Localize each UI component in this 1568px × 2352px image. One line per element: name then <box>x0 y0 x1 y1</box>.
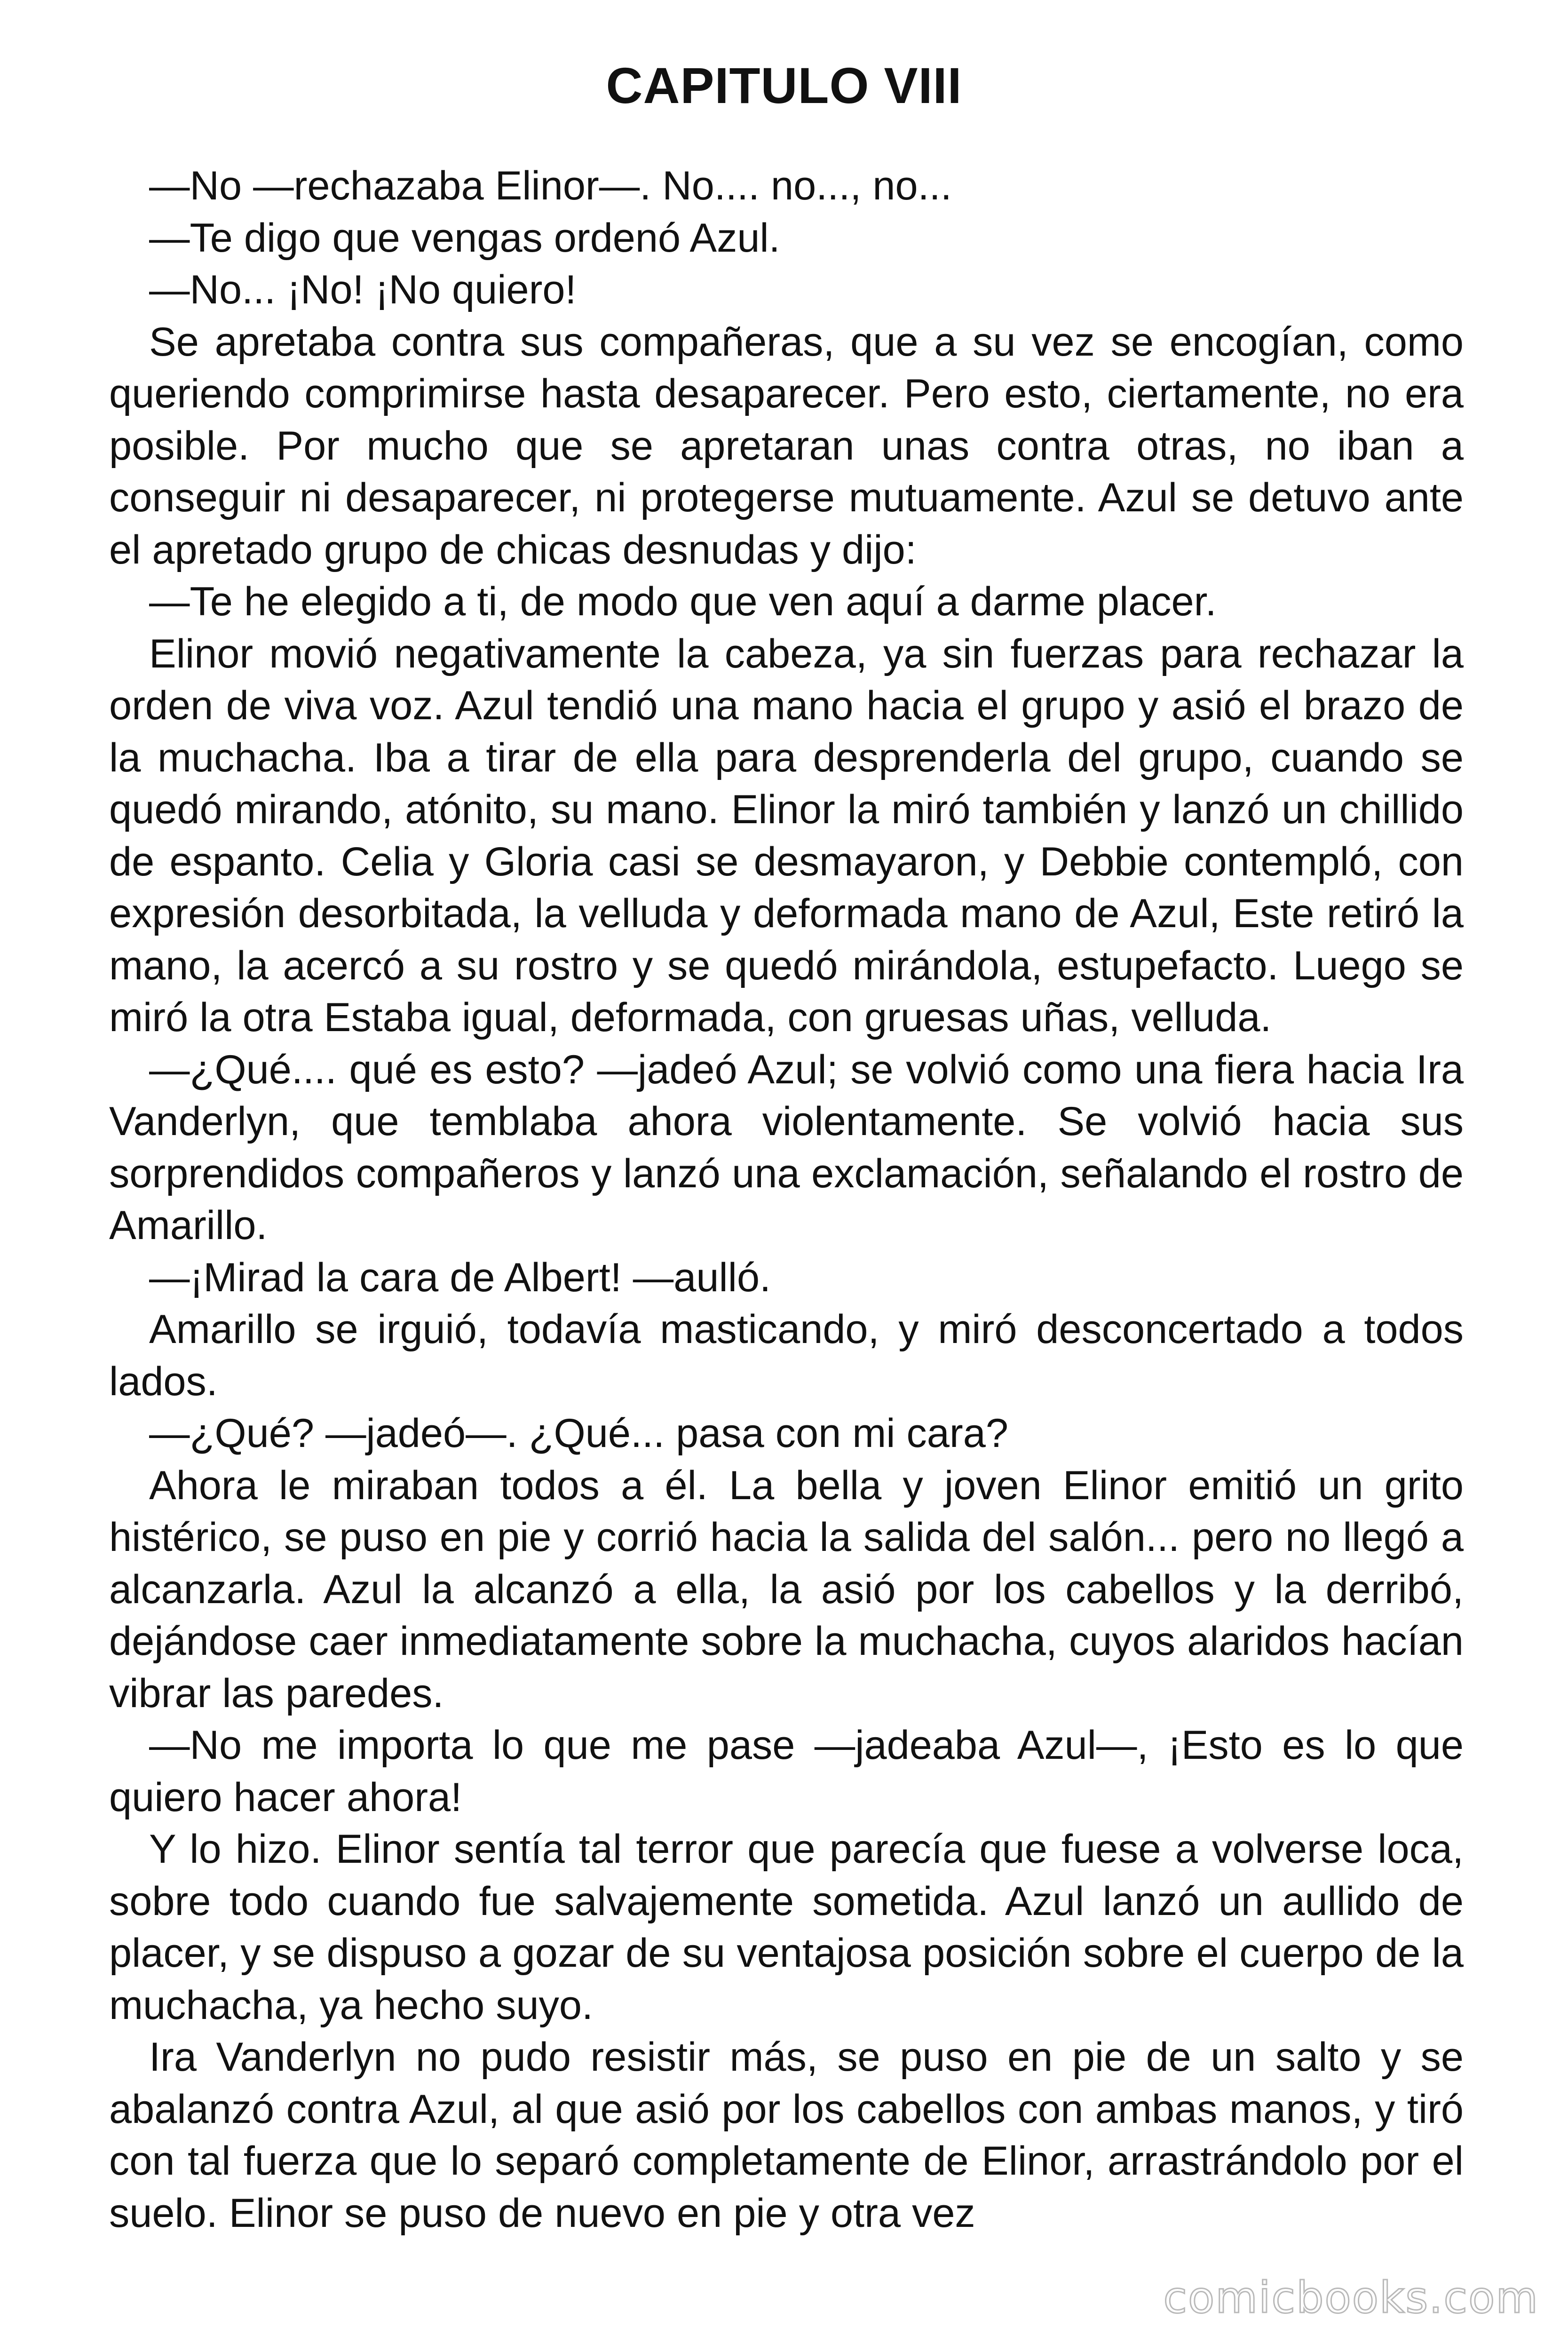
chapter-title: CAPITULO VIII <box>606 57 962 114</box>
paragraph: —No me importa lo que me pase —jadeaba Azul—, ¡Esto es lo que quiero hacer ahora! <box>109 1723 1464 1820</box>
paragraph: Ahora le miraban todos a él. La bella y joven Elinor emitió un grito histérico, se puso en pie y corrió hacia la salida del salón... pero no llegó a alcanzarla. Azul la alcanzó a ella, la asió por los cabellos y la derribó, dejándose caer inmediatamente sobre la muchacha, cuyos alaridos hacían vibrar las paredes. <box>109 1462 1464 1716</box>
paragraph: Ira Vanderlyn no pudo resistir más, se puso en pie de un salto y se abalanzó contra Azul, al que asió por los cabellos con ambas manos, y tiró con tal fuerza que lo separó completamente de Elinor, arrastrándolo por el suelo. Elinor se puso de nuevo en pie y otra vez <box>109 2034 1464 2236</box>
paragraph: Elinor movió negativamente la cabeza, ya sin fuerzas para rechazar la orden de viva voz. Azul tendió una mano hacia el grupo y asió el brazo de la muchacha. Iba a tirar de ella para desprenderla del grupo, cuando se quedó mirando, atónito, su mano. Elinor la miró también y lanzó un chillido de espanto. Celia y Gloria casi se desmayaron, y Debbie contempló, con expresión desorbitada, la velluda y deformada mano de Azul, Este retiró la mano, la acercó a su rostro y se quedó mirándola, estupefacto. Luego se miró la otra Estaba igual, deformada, con gruesas uñas, velluda. <box>109 631 1464 1040</box>
paragraph: —¿Qué? —jadeó—. ¿Qué... pasa con mi cara? <box>149 1411 1008 1456</box>
chapter-body <box>109 160 1464 2239</box>
paragraph: Amarillo se irguió, todavía masticando, y miró desconcertado a todos lados. <box>109 1307 1464 1404</box>
paragraph: —No... ¡No! ¡No quiero! <box>149 267 577 312</box>
paragraph: —Te he elegido a ti, de modo que ven aquí a darme placer. <box>149 579 1217 624</box>
watermark-logo: comicbooks.com <box>1163 2273 1539 2323</box>
paragraph: —Te digo que vengas ordenó Azul. <box>149 215 780 261</box>
paragraph: Se apretaba contra sus compañeras, que a su vez se encogían, como queriendo comprimirse hasta desaparecer. Pero esto, ciertamente, no era posible. Por mucho que se apretaran unas contra otras, no iban a conseguir ni desaparecer, ni protegerse mutuamente. Azul se detuvo ante el apretado grupo de chicas desnudas y dijo: <box>109 319 1464 572</box>
paragraph: —¿Qué.... qué es esto? —jadeó Azul; se volvió como una fiera hacia Ira Vanderlyn, que temblaba ahora violentamente. Se volvió hacia sus sorprendidos compañeros y lanzó una exclamación, señalando el rostro de Amarillo. <box>109 1047 1464 1248</box>
paragraph: Y lo hizo. Elinor sentía tal terror que parecía que fuese a volverse loca, sobre todo cuando fue salvajemente sometida. Azul lanzó un aullido de placer, y se dispuso a gozar de su ventajosa posición sobre el cuerpo de la muchacha, ya hecho suyo. <box>109 1827 1464 2028</box>
paragraph: —¡Mirad la cara de Albert! —aulló. <box>149 1255 771 1300</box>
paragraph: —No —rechazaba Elinor—. No.... no..., no... <box>149 163 952 208</box>
